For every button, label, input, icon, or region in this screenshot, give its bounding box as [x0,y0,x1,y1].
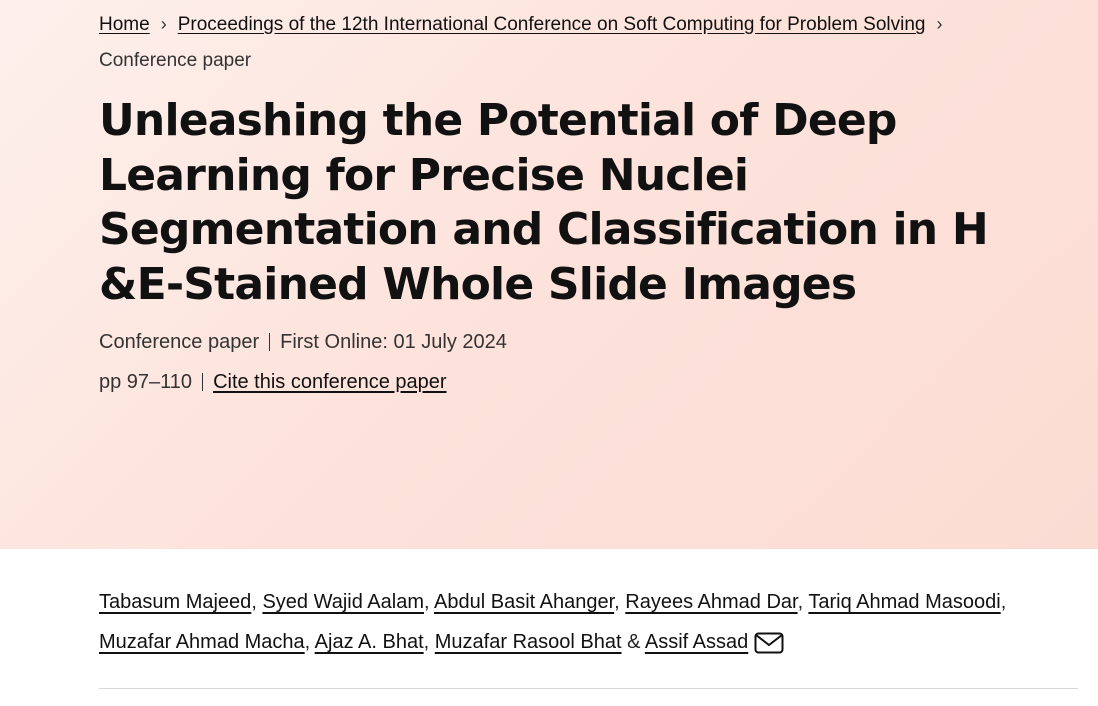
author-link[interactable]: Tabasum Majeed [99,591,252,613]
separator [269,333,270,351]
author-link[interactable]: Ajaz A. Bhat [314,631,424,653]
author-link[interactable]: Syed Wajid Aalam [262,591,424,613]
author-link[interactable]: Muzafar Rasool Bhat [434,631,622,653]
page-title: Unleashing the Potential of Deep Learning for Precise Nuclei Segmentation and Classification in H &E-Stained Whole Slide Images [99,95,988,310]
article-meta [99,329,507,355]
breadcrumb-current: Conference paper [99,50,252,71]
page-range: pp 97–110 [99,371,193,393]
envelope-icon[interactable] [754,628,784,668]
article-pages [99,369,447,395]
author-link[interactable]: Tariq Ahmad Masoodi [808,591,1001,613]
cite-link[interactable]: Cite this conference paper [213,371,447,393]
author-link[interactable]: Abdul Basit Ahanger [434,591,615,613]
author-link[interactable]: Assif Assad [644,631,749,653]
breadcrumb-home-link[interactable]: Home [99,14,150,35]
chevron-right-icon: › [936,14,943,34]
divider [99,688,1078,689]
breadcrumb-proceedings-link[interactable]: Proceedings of the 12th International Conference on Soft Computing for Problem Solving [177,14,926,35]
author-list: Tabasum Majeed, Syed Wajid Aalam, Abdul Basit Ahanger, Rayees Ahmad Dar, Tariq Ahmad Masoodi, Muzafar Ahmad Macha, Ajaz A. Bhat, Muzafar Rasool Bhat & Assif Assad [99,582,1079,668]
content-type: Conference paper [99,331,260,353]
chevron-right-icon: › [160,14,167,34]
breadcrumb [99,6,1079,79]
separator [202,373,203,391]
author-link[interactable]: Rayees Ahmad Dar [625,591,798,613]
author-link[interactable]: Muzafar Ahmad Macha [99,631,305,653]
first-online-date: First Online: 01 July 2024 [280,331,507,353]
